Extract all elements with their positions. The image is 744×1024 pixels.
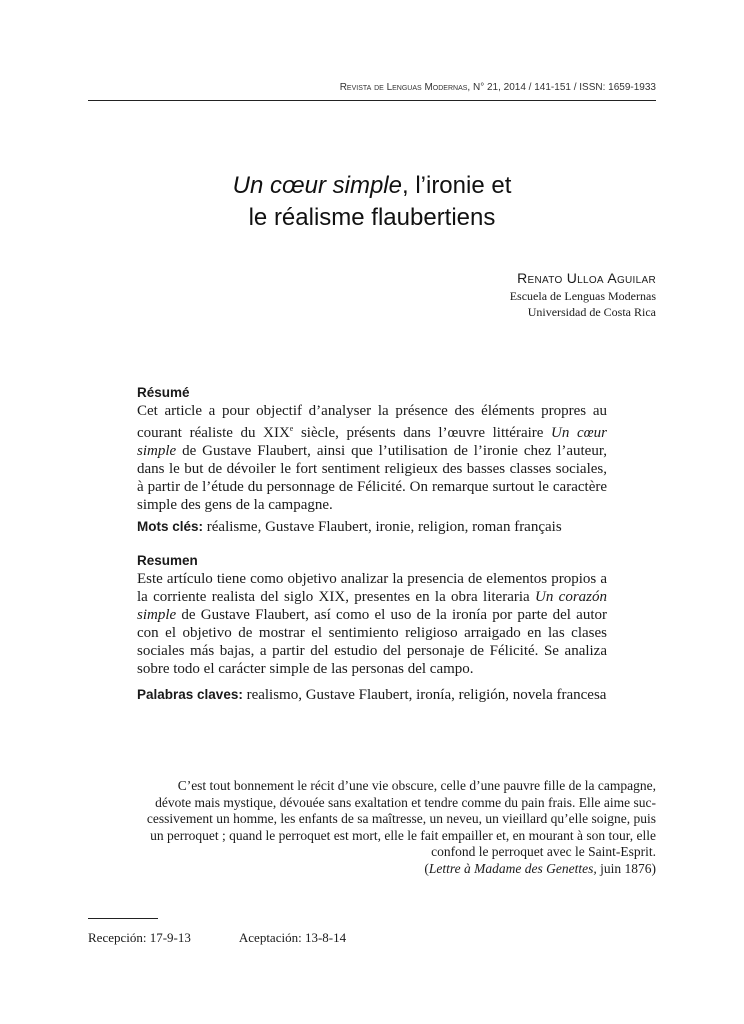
footer-dates xyxy=(88,930,394,946)
author-affiliation-1: Escuela de Lenguas Modernas xyxy=(509,289,656,303)
palabras-claves-label: Palabras claves: xyxy=(137,687,243,702)
epigraph-line: dévote mais mystique, dévouée sans exaltation et tendre comme du pain frais. Elle aime suc- xyxy=(155,794,656,810)
resume-italic-title: Un cœur simple xyxy=(137,425,607,459)
resume-superscript: e xyxy=(289,424,294,433)
epigraph-line: un perroquet ; quand le perroquet est mort, elle le fait empailler et, en mourant à son tour, elle xyxy=(150,827,656,843)
resumen-text-part: Este artículo tiene como objetivo analizar la presencia de elementos propios a la corriente realista del siglo XIX, presentes en la obra literaria xyxy=(137,571,607,605)
epigraph xyxy=(88,778,656,878)
header-divider xyxy=(88,100,656,101)
aceptacion-date: Aceptación: 13-8-14 xyxy=(238,930,347,945)
mots-cles-text: réalisme, Gustave Flaubert, ironie, religion, roman français xyxy=(203,519,562,535)
mots-cles-section xyxy=(137,518,607,536)
resume-text xyxy=(137,402,607,514)
epigraph-source-paren: ( xyxy=(424,860,429,876)
title-line-1 xyxy=(130,170,614,202)
epigraph-source xyxy=(88,861,656,878)
title-line-2: le réalisme flaubertiens xyxy=(248,204,496,231)
author-block xyxy=(296,270,656,320)
issue-info: , N° 21, 2014 / 141-151 / ISSN: 1659-1933 xyxy=(467,82,656,93)
mots-cles-label: Mots clés: xyxy=(137,519,204,534)
epigraph-source-title: Lettre à Madame des Genettes, xyxy=(428,860,597,876)
palabras-claves-section xyxy=(137,686,607,704)
resume-text-part: siècle, présents dans l’œuvre littéraire xyxy=(293,425,552,441)
resumen-section xyxy=(137,552,607,678)
title-italic: Un cœur simple xyxy=(232,172,402,199)
resumen-italic-title: Un corazón simple xyxy=(137,589,607,623)
article-title xyxy=(130,170,614,234)
author-affiliation-2: Universidad de Costa Rica xyxy=(527,305,656,319)
resume-heading: Résumé xyxy=(137,385,190,400)
resumen-text xyxy=(137,570,607,678)
epigraph-source-date: juin 1876) xyxy=(596,860,656,876)
author-name: Renato Ulloa Aguilar xyxy=(517,270,656,286)
epigraph-line: C’est tout bonnement le récit d’une vie obscure, celle d’une pauvre fille de la campagne, xyxy=(177,778,656,793)
footer-divider xyxy=(88,918,158,919)
title-line-1-rest: , l’ironie et xyxy=(401,172,512,199)
resumen-heading: Resumen xyxy=(137,553,198,568)
epigraph-line: confond le perroquet avec le Saint-Esprit. xyxy=(431,844,656,860)
resume-text-part: de Gustave Flaubert, ainsi que l’utilisation de l’ironie chez l’auteur, dans le but de dévoiler le fort sentiment religieux des basses classes sociales, à partir de l’étude du personnage de Félicité. On remarque surtout le caractère simple des gens de la campagne. xyxy=(137,443,607,513)
resume-section xyxy=(137,384,607,514)
journal-name: Revista de Lenguas Modernas xyxy=(339,82,468,93)
resumen-text-part: de Gustave Flaubert, así como el uso de la ironía por parte del autor con el objetivo de mostrar el sentimiento religioso arraigado en las clases sociales más bajas, a partir del estudio del personaje de Félicité. Se analiza sobre todo el carácter simple de las personas del campo. xyxy=(137,607,607,677)
epigraph-line: cessivement un homme, les enfants de sa maîtresse, un neveu, un vieillard qu’elle soigne, puis xyxy=(146,811,656,827)
running-header xyxy=(88,82,656,93)
resume-text-part: Cet article a pour objectif d’analyser la présence des éléments propres au courant réaliste du XIX xyxy=(137,403,607,441)
recepcion-date: Recepción: 17-9-13 xyxy=(88,930,191,945)
palabras-claves-text: realismo, Gustave Flaubert, ironía, religión, novela francesa xyxy=(242,687,607,703)
